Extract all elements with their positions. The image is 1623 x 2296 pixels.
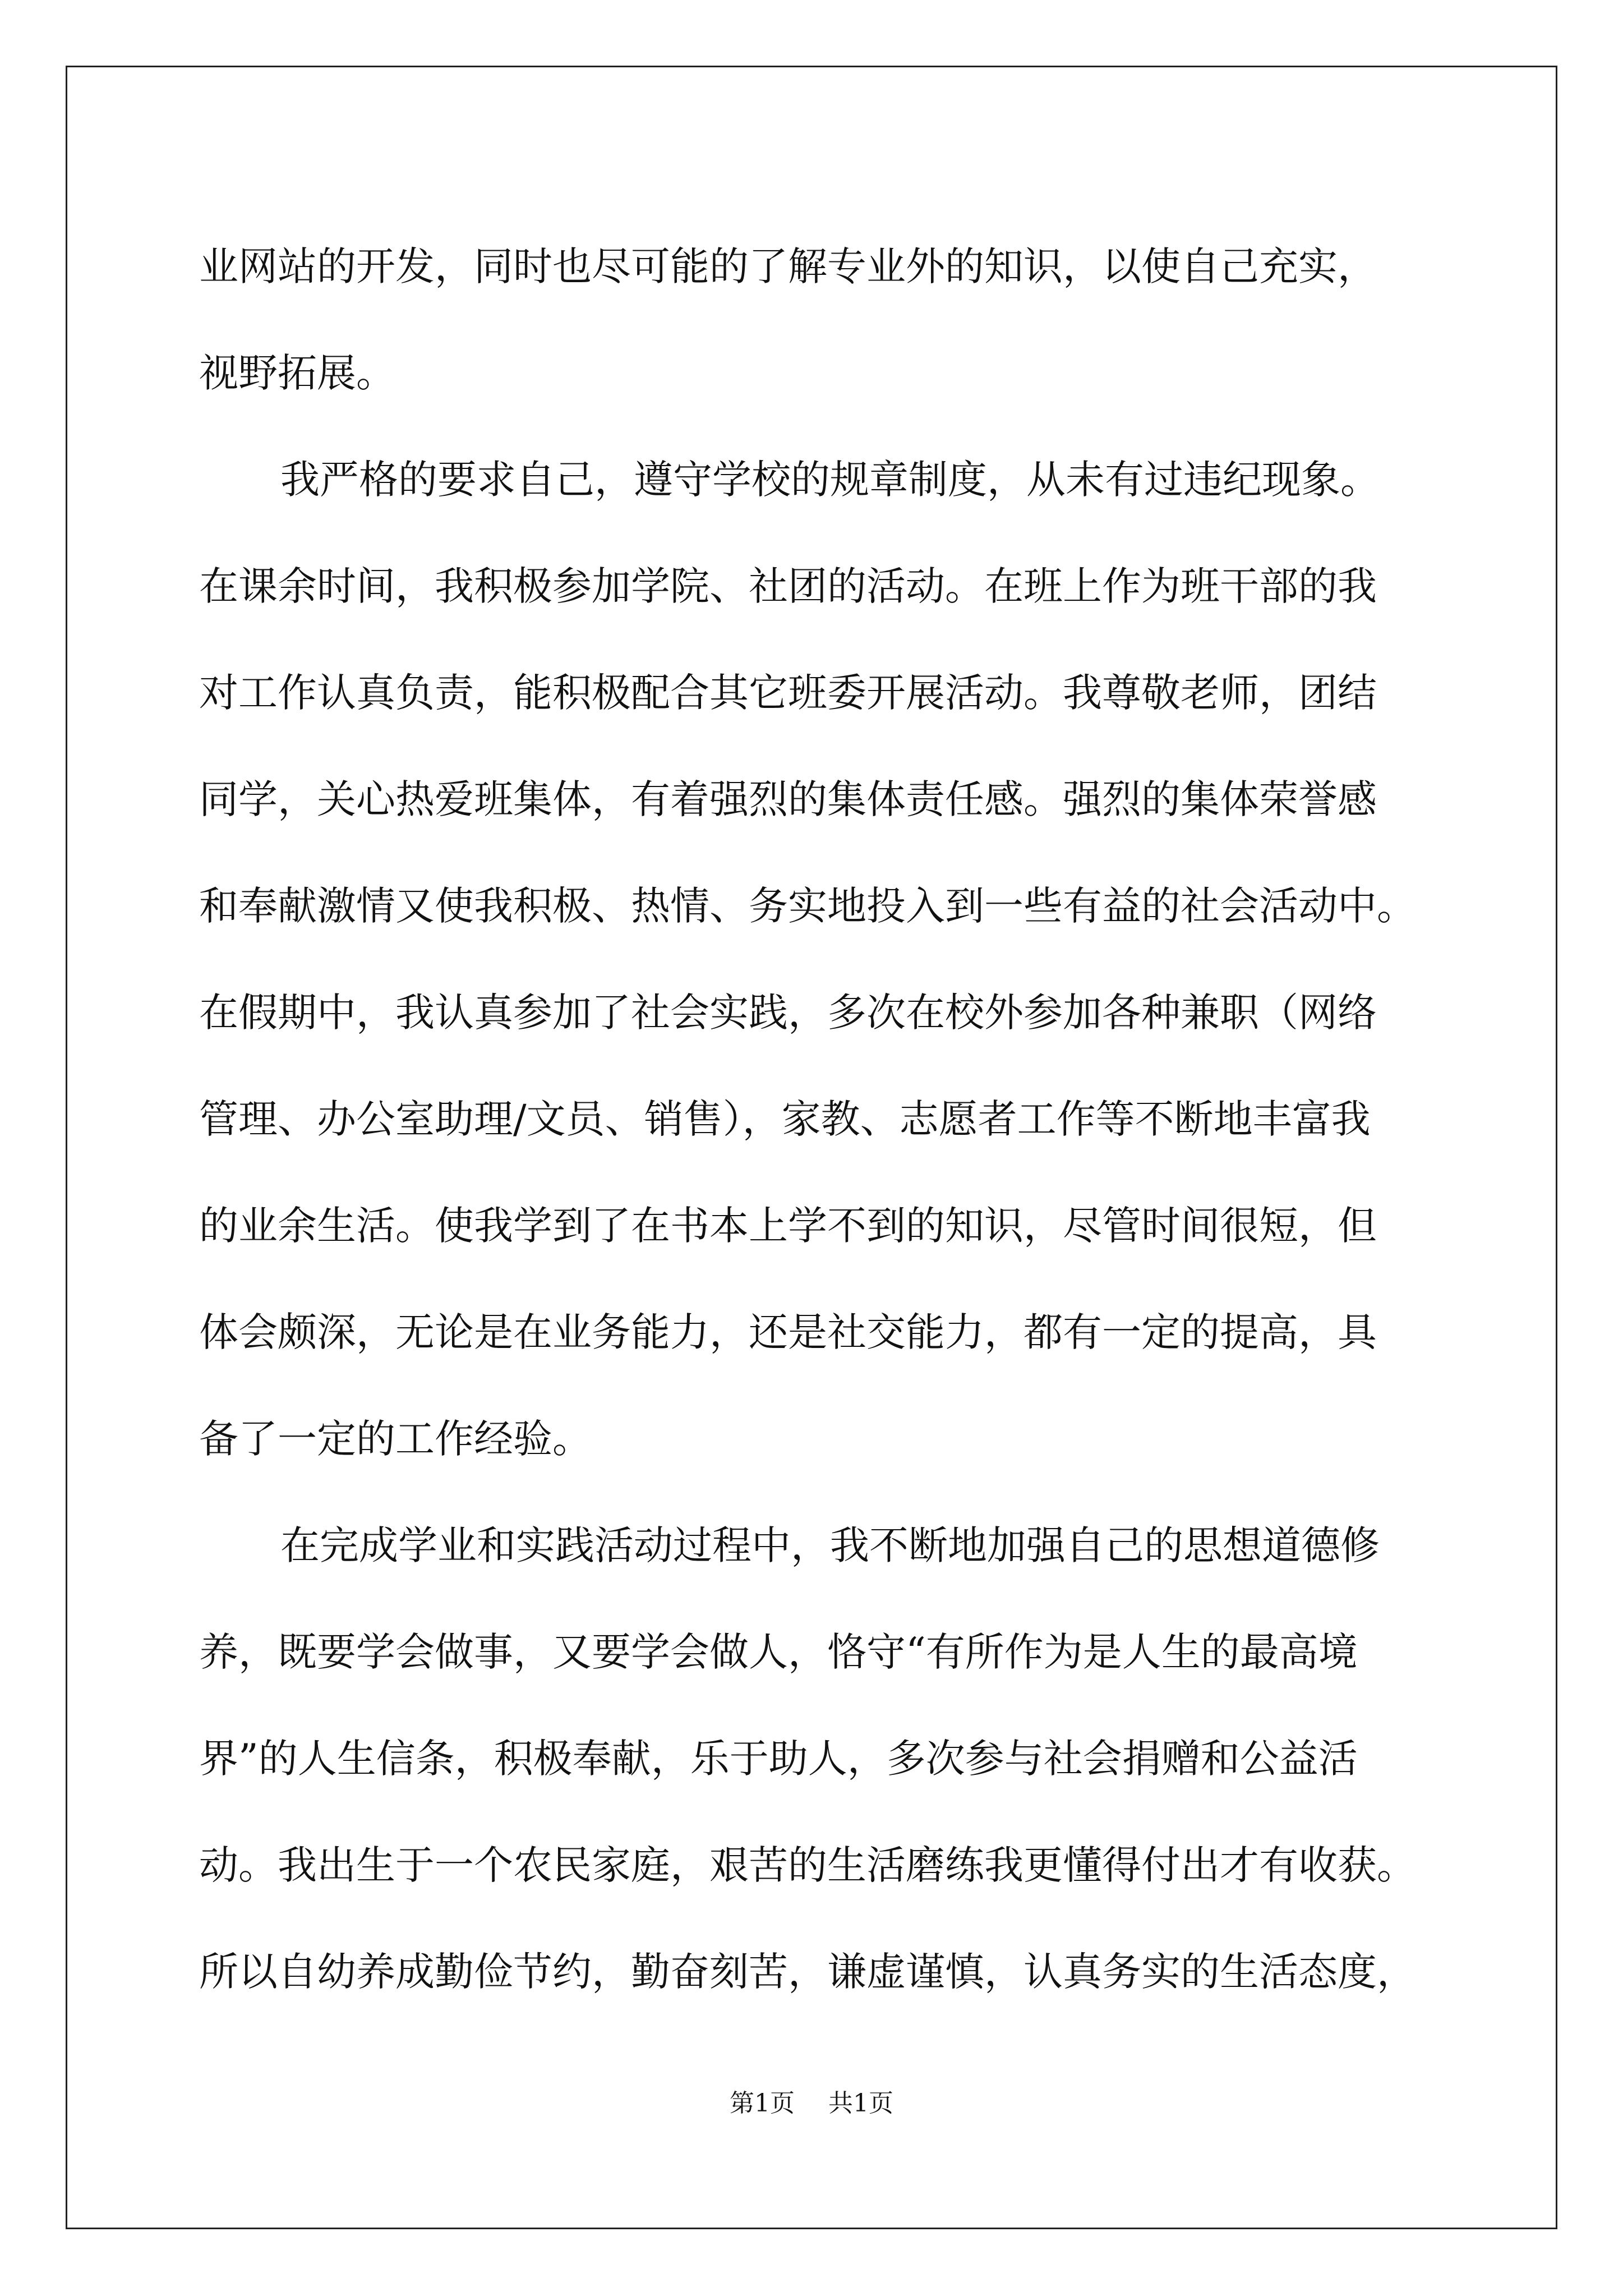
text-line: 业网站的开发，同时也尽可能的了解专业外的知识，以使自己充实，: [199, 243, 1377, 289]
text-line: 界”的人生信条，积极奉献，乐于助人，多次参与社会捐赠和公益活: [199, 1736, 1358, 1782]
text-line: 管理、办公室助理/文员、销售），家教、志愿者工作等不断地丰富我: [199, 1096, 1371, 1142]
page-total: 共1页: [828, 2089, 893, 2118]
text-line: 视野拓展。: [199, 350, 395, 396]
text-line: 养，既要学会做事，又要学会做人，恪守“有所作为是人生的最高境: [199, 1629, 1358, 1675]
text-line: 所以自幼养成勤俭节约，勤奋刻苦，谦虚谨慎，认真务实的生活态度，: [199, 1949, 1416, 1995]
text-line: 对工作认真负责，能积极配合其它班委开展活动。我尊敬老师，团结: [199, 670, 1377, 716]
text-line: 在完成学业和实践活动过程中，我不断地加强自己的思想道德修: [280, 1522, 1380, 1568]
page-footer: [0, 2087, 1623, 2120]
text-line: 和奉献激情又使我积极、热情、务实地投入到一些有益的社会活动中。: [199, 883, 1416, 929]
text-line: 动。我出生于一个农民家庭，艰苦的生活磨练我更懂得付出才有收获。: [199, 1842, 1416, 1888]
text-line: 我严格的要求自己，遵守学校的规章制度，从未有过违纪现象。: [280, 457, 1380, 503]
text-line: 在假期中，我认真参加了社会实践，多次在校外参加各种兼职（网络: [199, 990, 1377, 1036]
text-line: 同学，关心热爱班集体，有着强烈的集体责任感。强烈的集体荣誉感: [199, 776, 1377, 822]
page-number: 第1页: [730, 2089, 795, 2118]
text-line: 在课余时间，我积极参加学院、社团的活动。在班上作为班干部的我: [199, 563, 1377, 609]
text-line: 备了一定的工作经验。: [199, 1416, 592, 1462]
text-line: 的业余生活。使我学到了在书本上学不到的知识，尽管时间很短，但: [199, 1203, 1377, 1249]
text-line: 体会颇深，无论是在业务能力，还是社交能力，都有一定的提高，具: [199, 1309, 1377, 1355]
document-body: [199, 213, 1450, 2025]
